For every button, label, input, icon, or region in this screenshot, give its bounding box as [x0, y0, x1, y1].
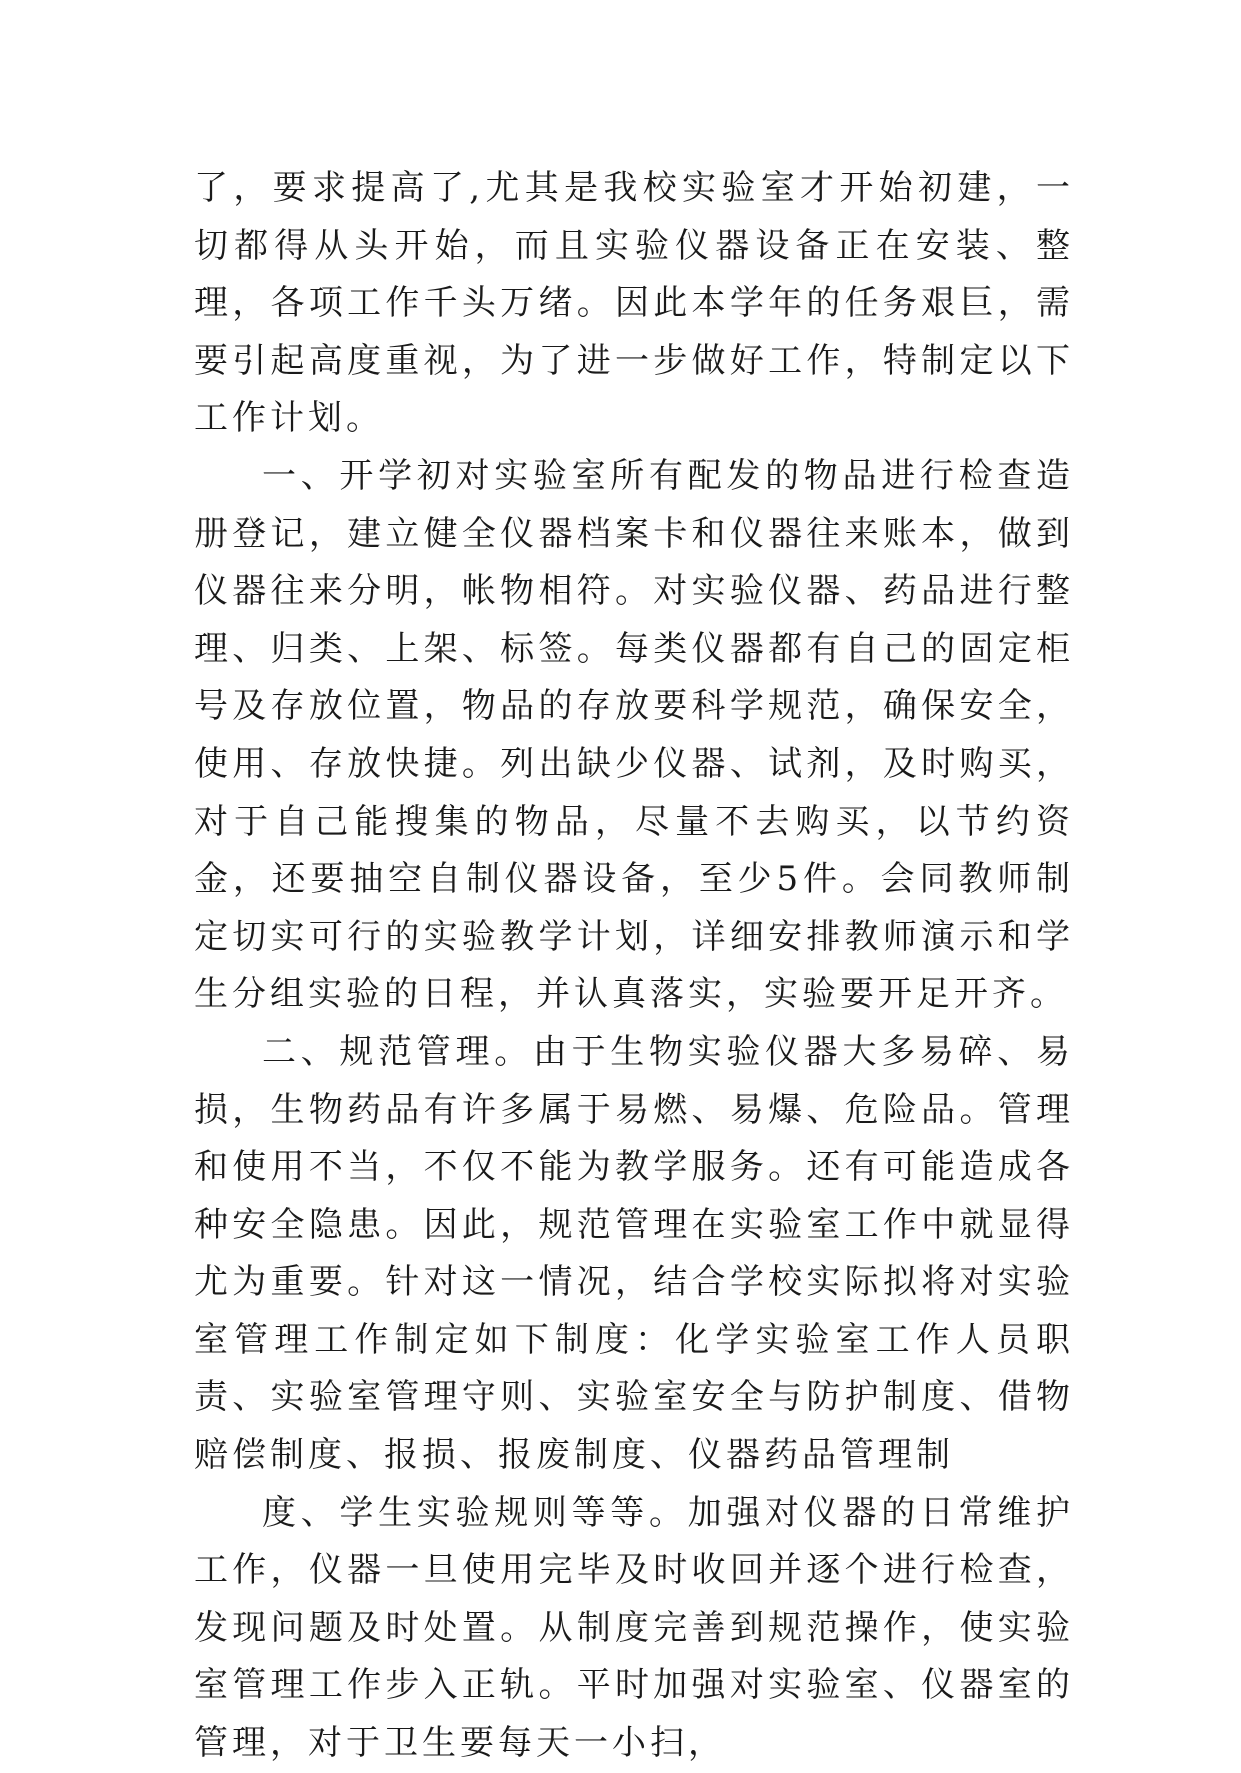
- document-body: [194, 160, 1074, 1773]
- paragraph-item-one: 一、开学初对实验室所有配发的物品进行检查造册登记，建立健全仪器档案卡和仪器往来账本，做到仪器往来分明，帐物相符。对实验仪器、药品进行整理、归类、上架、标签。每类仪器都有自己的固定柜号及存放位置，物品的存放要科学规范，确保安全，使用、存放快捷。列出缺少仪器、试剂，及时购买，对于自己能搜集的物品，尽量不去购买，以节约资金，还要抽空自制仪器设备，至少5件。会同教师制定切实可行的实验教学计划，详细安排教师演示和学生分组实验的日程，并认真落实，实验要开足开齐。: [194, 455, 1074, 1015]
- paragraph-item-two-continued: 度、学生实验规则等等。加强对仪器的日常维护工作，仪器一旦使用完毕及时收回并逐个进行检查，发现问题及时处置。从制度完善到规范操作，使实验室管理工作步入正轨。平时加强对实验室、仪器室的管理，对于卫生要每天一小扫，: [194, 1492, 1074, 1764]
- paragraph-item-two: 二、规范管理。由于生物实验仪器大多易碎、易损，生物药品有许多属于易燃、易爆、危险品。管理和使用不当，不仅不能为教学服务。还有可能造成各种安全隐患。因此，规范管理在实验室工作中就显得尤为重要。针对这一情况，结合学校实际拟将对实验室管理工作制定如下制度：化学实验室工作人员职责、实验室管理守则、实验室安全与防护制度、借物赔偿制度、报损、报废制度、仪器药品管理制: [194, 1031, 1074, 1476]
- paragraph-intro: 了，要求提高了,尤其是我校实验室才开始初建，一切都得从头开始，而且实验仪器设备正在安装、整理，各项工作千头万绪。因此本学年的任务艰巨，需要引起高度重视，为了进一步做好工作，特制定以下工作计划。: [194, 168, 1074, 439]
